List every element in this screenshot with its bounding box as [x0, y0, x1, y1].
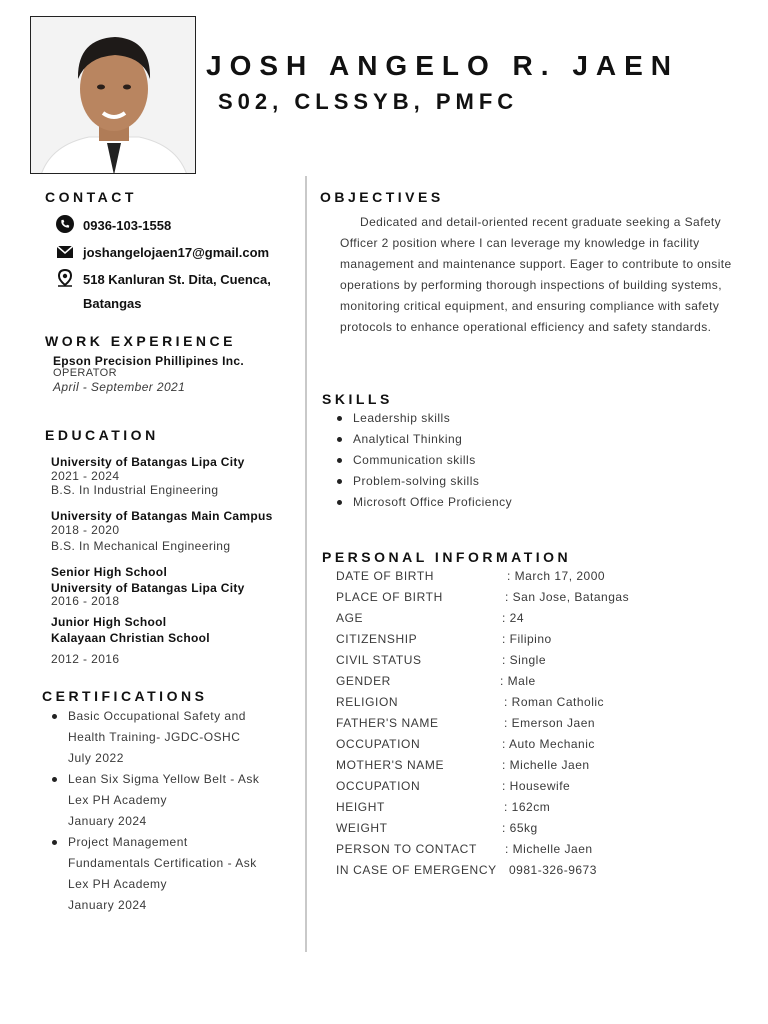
skill-label: Problem-solving skills [353, 474, 480, 488]
objectives-heading: OBJECTIVES [320, 189, 444, 205]
certifications-heading: CERTIFICATIONS [42, 688, 208, 704]
bullet-dot [337, 437, 342, 442]
bullet-dot [337, 500, 342, 505]
location-pin-icon [56, 269, 74, 287]
cert-item-cont [52, 748, 259, 769]
bullet-dot [52, 840, 57, 845]
skills-list [337, 408, 512, 513]
pi-label: RELIGION [336, 695, 399, 709]
pi-value: : San Jose, Batangas [505, 590, 630, 604]
profile-photo [30, 16, 196, 174]
cert-3-date: January 2024 [68, 898, 147, 912]
edu-1-years: 2021 - 2024 [51, 469, 120, 483]
pi-value: : 65kg [502, 821, 538, 835]
cert-item-cont [52, 790, 259, 811]
pi-label: IN CASE OF EMERGENCY [336, 863, 497, 877]
cert-2-line2: Lex PH Academy [68, 793, 168, 807]
pi-label: OCCUPATION [336, 779, 421, 793]
cert-item-cont [52, 853, 259, 874]
work-company: Epson Precision Phillipines Inc. [53, 354, 244, 368]
cert-3-line1: Project Management [68, 835, 188, 849]
skill-item [337, 492, 512, 513]
column-divider [305, 176, 307, 952]
edu-4-level: Junior High School [51, 615, 167, 629]
bullet-dot [337, 458, 342, 463]
education-heading: EDUCATION [45, 427, 159, 443]
pi-label: WEIGHT [336, 821, 388, 835]
bullet-dot [52, 714, 57, 719]
edu-2-years: 2018 - 2020 [51, 523, 120, 537]
cert-item-cont [52, 874, 259, 895]
pi-label: PLACE OF BIRTH [336, 590, 443, 604]
contact-address-line2: Batangas [83, 296, 142, 311]
pi-value: : Michelle Jaen [502, 758, 590, 772]
pi-value: : Michelle Jaen [505, 842, 593, 856]
pi-value: : Auto Mechanic [502, 737, 595, 751]
contact-email: joshangelojaen17@gmail.com [83, 245, 270, 260]
mail-icon [56, 243, 74, 261]
edu-3-school: University of Batangas Lipa City [51, 581, 245, 595]
cert-2-line1: Lean Six Sigma Yellow Belt - Ask [68, 772, 260, 786]
edu-4-years: 2012 - 2016 [51, 652, 120, 666]
certifications-list [52, 706, 259, 916]
pi-label: OCCUPATION [336, 737, 421, 751]
skill-item [337, 450, 512, 471]
pi-value: 0981-326-9673 [509, 863, 597, 877]
pi-value: : Filipino [502, 632, 552, 646]
cert-1-date: July 2022 [68, 751, 124, 765]
skill-item [337, 471, 512, 492]
pi-value: : Roman Catholic [504, 695, 605, 709]
skill-label: Communication skills [353, 453, 476, 467]
bullet-dot [52, 777, 57, 782]
pi-label: GENDER [336, 674, 391, 688]
cert-item-cont [52, 727, 259, 748]
contact-heading: CONTACT [45, 189, 137, 205]
edu-1-degree: B.S. In Industrial Engineering [51, 483, 219, 497]
cert-3-line3: Lex PH Academy [68, 877, 168, 891]
pi-value: : Housewife [502, 779, 571, 793]
pi-value: : Single [502, 653, 547, 667]
pi-value: : 24 [502, 611, 525, 625]
phone-icon [56, 215, 74, 233]
edu-4-school: Kalayaan Christian School [51, 631, 210, 645]
skills-heading: SKILLS [322, 391, 393, 407]
cert-item [52, 769, 259, 790]
cert-3-line2: Fundamentals Certification - Ask [68, 856, 257, 870]
pi-value: : Emerson Jaen [504, 716, 596, 730]
work-role: OPERATOR [53, 367, 117, 379]
work-period: April - September 2021 [53, 380, 186, 394]
pi-label: CIVIL STATUS [336, 653, 422, 667]
pi-label: PERSON TO CONTACT [336, 842, 477, 856]
skill-label: Microsoft Office Proficiency [353, 495, 513, 509]
pi-label: AGE [336, 611, 364, 625]
edu-1-school: University of Batangas Lipa City [51, 455, 245, 469]
skill-item [337, 429, 512, 450]
edu-2-school: University of Batangas Main Campus [51, 509, 273, 523]
pi-value: : Male [500, 674, 536, 688]
objectives-text: Dedicated and detail-oriented recent graduate seeking a Safety Officer 2 position where I can leverage my knowledge in facility management and maintenance support. Eager to contribute to onsite operations by performing thorough inspections of building systems, monitoring critical equipment, and ensuring compliance with safety protocols to enhance operational efficiency and safety standards. [340, 215, 732, 334]
cert-item [52, 832, 259, 853]
edu-3-years: 2016 - 2018 [51, 594, 120, 608]
credentials-subtitle: S02, CLSSYB, PMFC [218, 89, 519, 114]
personal-info-heading: PERSONAL INFORMATION [322, 549, 572, 565]
skill-label: Analytical Thinking [353, 432, 463, 446]
cert-item [52, 706, 259, 727]
cert-item-cont [52, 895, 259, 916]
skill-label: Leadership skills [353, 411, 451, 425]
cert-2-date: January 2024 [68, 814, 147, 828]
edu-3-level: Senior High School [51, 565, 168, 579]
pi-value: : 162cm [504, 800, 551, 814]
cert-item-cont [52, 811, 259, 832]
cert-1-line2: Health Training- JGDC-OSHC [68, 730, 241, 744]
bullet-dot [337, 479, 342, 484]
pi-label: FATHER'S NAME [336, 716, 439, 730]
portrait-illustration [31, 17, 196, 174]
bullet-dot [337, 416, 342, 421]
skill-item [337, 408, 512, 429]
pi-label: MOTHER'S NAME [336, 758, 445, 772]
edu-2-degree: B.S. In Mechanical Engineering [51, 539, 231, 553]
pi-value: : March 17, 2000 [507, 569, 606, 583]
contact-phone: 0936-103-1558 [83, 218, 172, 233]
pi-label: HEIGHT [336, 800, 385, 814]
pi-label: DATE OF BIRTH [336, 569, 435, 583]
work-experience-heading: WORK EXPERIENCE [45, 333, 236, 349]
full-name: JOSH ANGELO R. JAEN [206, 50, 680, 81]
pi-label: CITIZENSHIP [336, 632, 418, 646]
contact-address-line1: 518 Kanluran St. Dita, Cuenca, [83, 272, 271, 287]
cert-1-line1: Basic Occupational Safety and [68, 709, 246, 723]
